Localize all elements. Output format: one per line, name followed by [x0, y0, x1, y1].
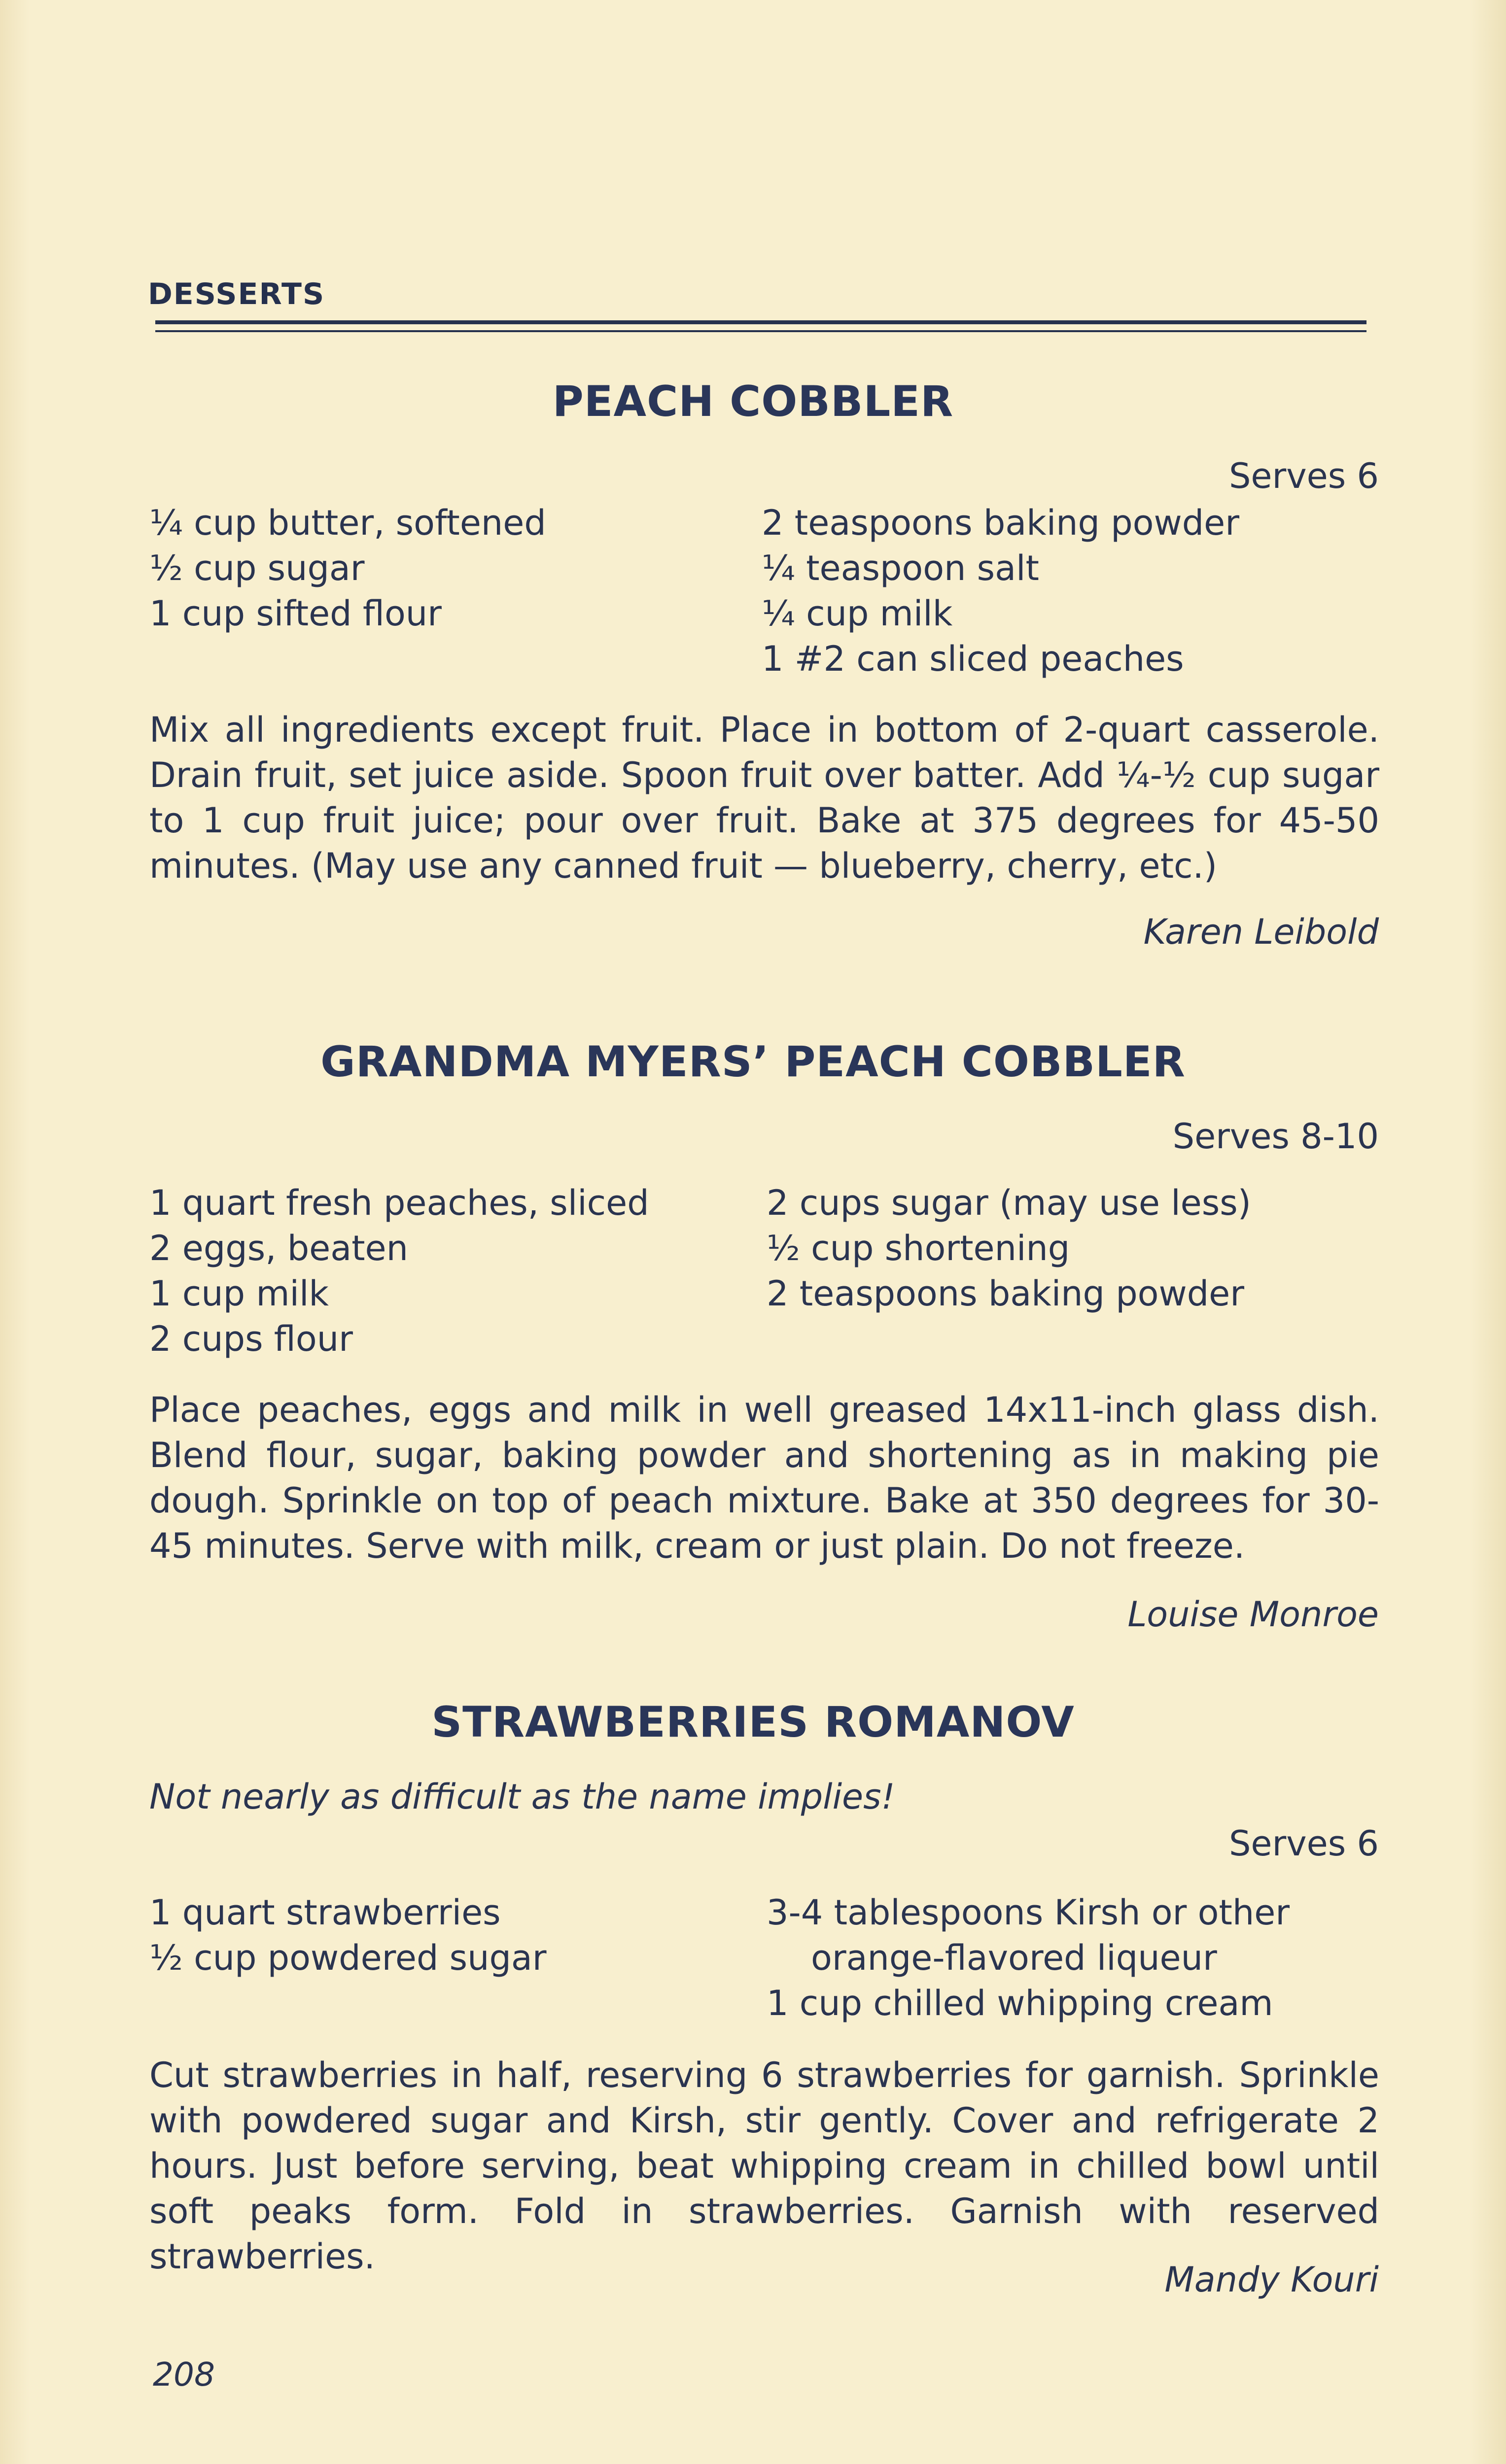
recipe-title: GRANDMA MYERS’ PEACH COBBLER: [320, 1037, 1186, 1087]
page-number: 208: [153, 2356, 215, 2394]
recipe-serves: Serves 8-10: [1172, 1116, 1379, 1157]
section-label: DESSERTS: [148, 277, 325, 311]
ingredient: ¼ teaspoon salt: [762, 548, 1039, 588]
ingredients-right: [762, 500, 1239, 682]
header-rule-thick: [155, 320, 1366, 324]
ingredient: orange-flavored liqueur: [811, 1938, 1217, 1978]
header-rule-thin: [155, 330, 1366, 332]
ingredient: 3-4 tablespoons Kirsh or other: [767, 1892, 1290, 1933]
ingredients-left: [149, 500, 546, 636]
recipe-directions: Mix all ingredients except fruit. Place in bottom of 2-quart casserole. Drain fruit, set juice aside. Spoon fruit over batter. Add ¼-½ cup sugar to 1 cup fruit juice; pour over fruit. Bake at 375 degrees for 45-50 minutes. (May use any canned fruit — blueberry, cherry, etc.): [149, 710, 1379, 886]
ingredients-left: [149, 1890, 547, 1981]
ingredient: ¼ cup butter, softened: [149, 503, 546, 543]
recipe-author: Louise Monroe: [1127, 1594, 1379, 1635]
ingredient: ½ cup shortening: [767, 1228, 1070, 1268]
ingredient: 2 eggs, beaten: [149, 1228, 408, 1268]
recipe-author: Karen Leibold: [1143, 912, 1379, 952]
recipe-note: Not nearly as difficult as the name implies!: [149, 1777, 895, 1817]
ingredient: 1 #2 can sliced peaches: [762, 639, 1184, 679]
ingredient: 2 cups flour: [149, 1319, 353, 1359]
ingredient: ¼ cup milk: [762, 593, 953, 634]
ingredient: 2 cups sugar (may use less): [767, 1183, 1251, 1223]
ingredient: ½ cup powdered sugar: [149, 1938, 547, 1978]
ingredient: 2 teaspoons baking powder: [762, 503, 1239, 543]
recipe-author: Mandy Kouri: [1164, 2259, 1379, 2300]
recipe-directions: Cut strawberries in half, reserving 6 strawberries for garnish. Sprinkle with powdered sugar and Kirsh, stir gently. Cover and refrigerate 2 hours. Just before serving, beat whipping cream in chilled bowl until soft peaks form. Fold in strawberries. Garnish with reserved strawberries.: [149, 2055, 1379, 2277]
recipe-serves: Serves 6: [1228, 1823, 1379, 1864]
ingredient: ½ cup sugar: [149, 548, 365, 588]
ingredients-left: [149, 1180, 649, 1362]
recipe-title: STRAWBERRIES ROMANOV: [431, 1698, 1075, 1747]
recipe-serves: Serves 6: [1228, 456, 1379, 496]
recipe-title: PEACH COBBLER: [552, 377, 954, 426]
ingredients-right: [767, 1180, 1251, 1316]
ingredient: 1 cup chilled whipping cream: [767, 1983, 1273, 2023]
ingredient: 2 teaspoons baking powder: [767, 1273, 1244, 1314]
recipe-directions: Place peaches, eggs and milk in well greased 14x11-inch glass dish. Blend flour, sugar, baking powder and shortening as in making pie dough. Sprinkle on top of peach mixture. Bake at 350 degrees for 30-45 minutes. Serve with milk, cream or just plain. Do not freeze.: [149, 1390, 1379, 1566]
ingredient: 1 quart fresh peaches, sliced: [149, 1183, 649, 1223]
ingredient: 1 cup sifted flour: [149, 593, 442, 634]
ingredient: 1 cup milk: [149, 1273, 329, 1314]
ingredients-right: [767, 1890, 1290, 2026]
ingredient: 1 quart strawberries: [149, 1892, 501, 1933]
